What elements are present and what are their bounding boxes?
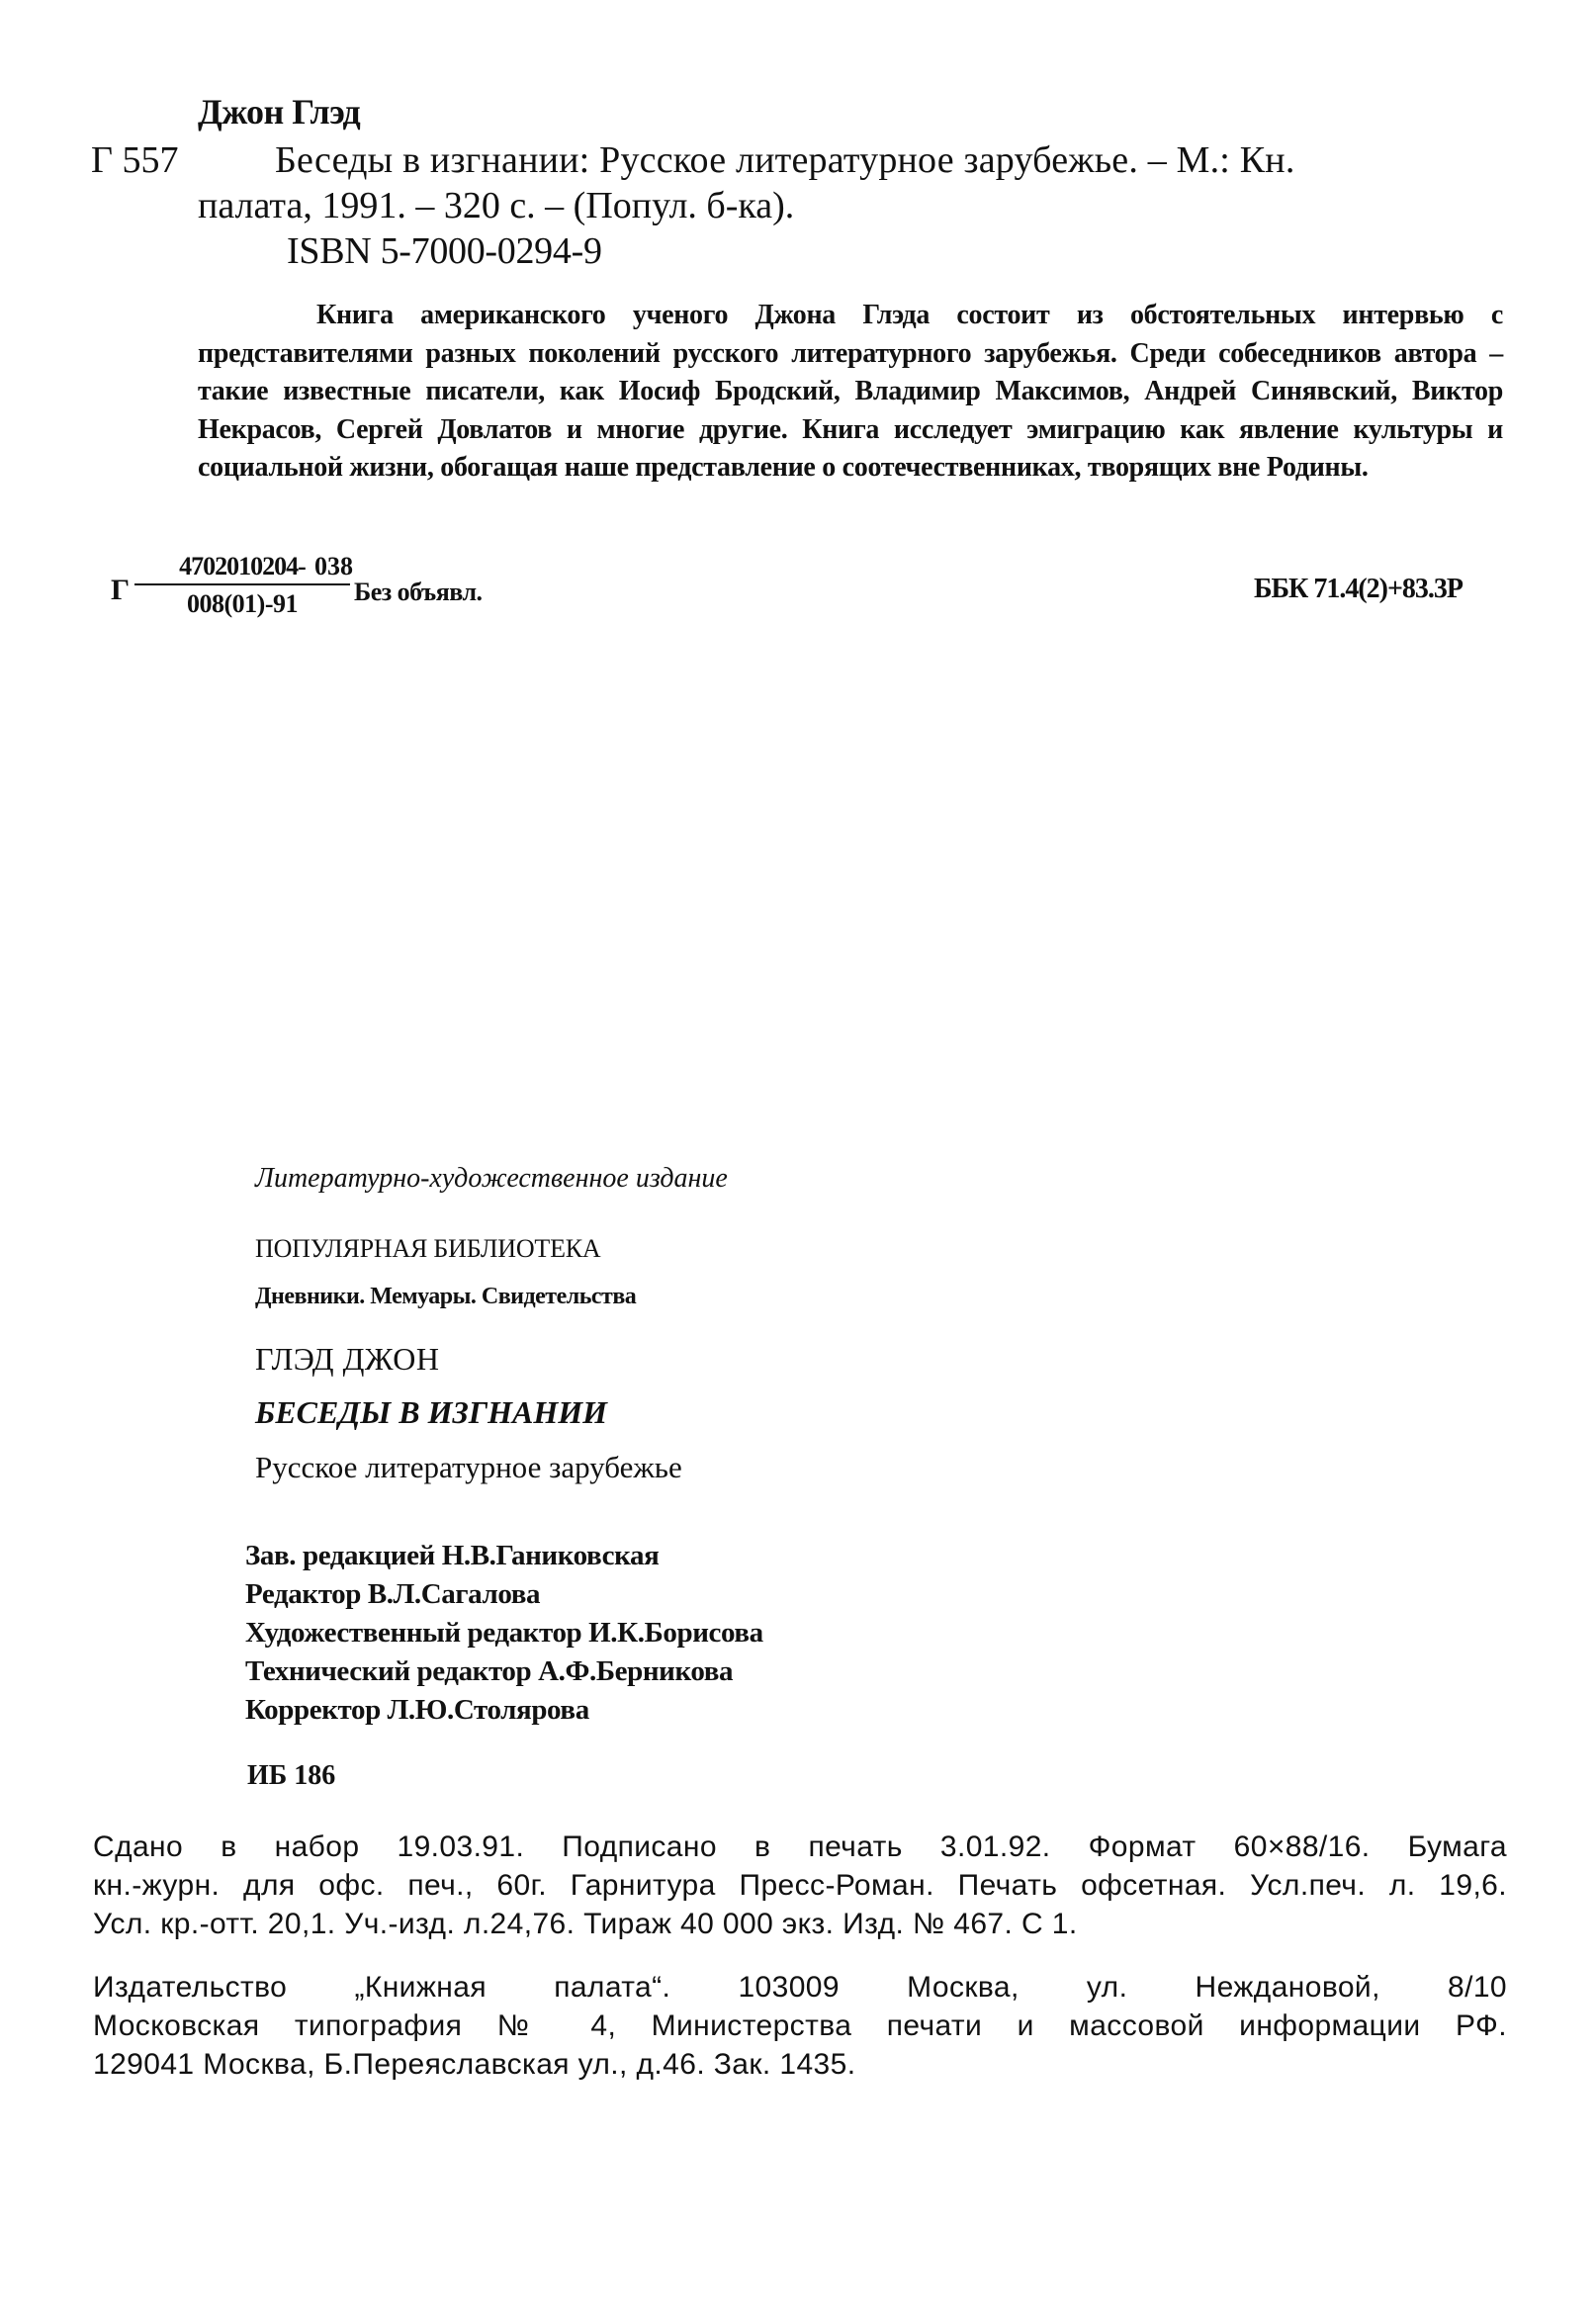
technical-line: Усл. кр.-отт. 20,1. Уч.-изд. л.24,76. Тираж 40 000 экз. Изд. № 467. С 1. — [93, 1908, 1078, 1940]
record-publisher: палата, 1991. – 320 с. – (Попул. б-ка). — [198, 185, 795, 226]
record-title: Беседы в изгнании: Русское литературное зарубежье. – М.: Кн. — [275, 139, 1295, 181]
staff-line: Редактор В.Л.Сагалова — [245, 1578, 541, 1610]
call-number: Г 557 — [91, 139, 179, 181]
staff-line: Художественный редактор И.К.Борисова — [245, 1617, 763, 1649]
series-name: ПОПУЛЯРНАЯ БИБЛИОТЕКА — [255, 1234, 601, 1263]
annotation: Книга американского ученого Джона Глэда состоит из обстоятельных интервью с представителями разных поколений русского литературного зарубежья. Среди собеседников автора – такие известные писатели, как Иосиф Бродский, Владимир Максимов, Андрей Синявский, Виктор Некрасов, Сергей Довлатов и многие другие. Книга исследует эмиграцию как явление культуры и социальной жизни, обогащая наше представление о соотечественниках, творящих вне Родины. — [198, 300, 1503, 483]
imprint-author: ГЛЭД ДЖОН — [255, 1341, 440, 1377]
publisher-line: 129041 Москва, Б.Переяславская ул., д.46. Зак. 1435. — [93, 2048, 856, 2081]
staff-line: Зав. редакцией Н.В.Ганиковская — [245, 1540, 660, 1571]
staff-list — [245, 1537, 763, 1730]
genre: Литературно-художественное издание — [255, 1163, 728, 1194]
bbk-code: ББК 71.4(2)+83.3Р — [1254, 574, 1463, 604]
publisher-line: Издательство „Книжная палата“. 103009 Москва, ул. Неждановой, 8/10 — [93, 1971, 1507, 2004]
index-numerator: 4702010204- — [179, 552, 306, 580]
publisher-line: Московская типография № 4, Министерства печати и массовой информации РФ. — [93, 2009, 1507, 2042]
isbn: ISBN 5-7000-0294-9 — [287, 230, 602, 272]
fraction-bar — [134, 583, 350, 585]
record-author: Джон Глэд — [198, 92, 361, 132]
price-note: Без объявл. — [354, 578, 483, 606]
imprint-subtitle: Русское литературное зарубежье — [255, 1450, 682, 1484]
technical-line: кн.-журн. для офс. печ., 60г. Гарнитура Пресс-Роман. Печать офсетная. Усл.печ. л. 19,6. — [93, 1869, 1507, 1902]
subseries-name: Дневники. Мемуары. Свидетельства — [255, 1284, 637, 1309]
staff-line: Корректор Л.Ю.Столярова — [245, 1694, 589, 1726]
technical-data — [93, 1828, 1507, 1943]
index-numerator-suffix: 038 — [314, 552, 353, 580]
publisher-info — [93, 1968, 1507, 2084]
ib-number: ИБ 186 — [247, 1760, 336, 1791]
imprint-title: БЕСЕДЫ В ИЗГНАНИИ — [255, 1394, 607, 1430]
staff-line: Технический редактор А.Ф.Берникова — [245, 1655, 734, 1687]
technical-line: Сдано в набор 19.03.91. Подписано в печать 3.01.92. Формат 60×88/16. Бумага — [93, 1830, 1507, 1863]
index-denominator: 008(01)-91 — [187, 589, 298, 618]
index-letter: Г — [111, 574, 131, 606]
